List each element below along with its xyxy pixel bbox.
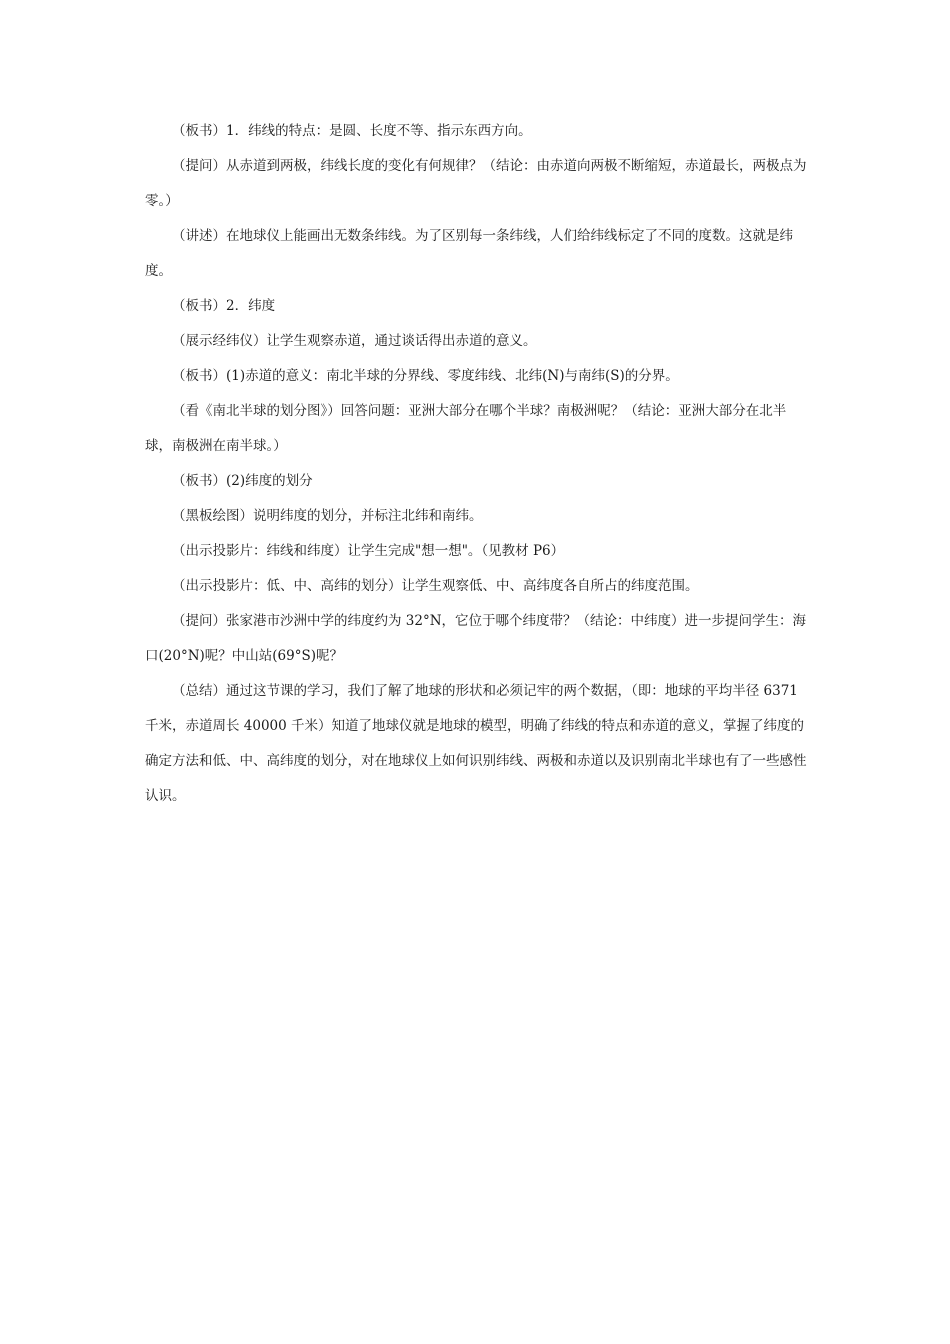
paragraph-board-equator: （板书）(1)赤道的意义：南北半球的分界线、零度纬线、北纬(N)与南纬(S)的分界。 [172, 368, 679, 384]
paragraph-narration: （讲述）在地球仪上能画出无数条纬线。为了区别每一条纬线，人们给纬线标定了不同的度数。这就是纬度。 [145, 228, 793, 279]
paragraph-board-latitude-division: （板书）(2)纬度的划分 [172, 473, 313, 489]
paragraph-slide-1: （出示投影片：纬线和纬度）让学生完成"想一想"。（见教材 P6） [172, 543, 565, 559]
paragraph-slide-2: （出示投影片：低、中、高纬的划分）让学生观察低、中、高纬度各自所占的纬度范围。 [172, 578, 699, 594]
document-body [145, 121, 810, 821]
paragraph-question-2: （提问）张家港市沙洲中学的纬度约为 32°N，它位于哪个纬度带？（结论：中纬度）进一步提问学生：海口(20°N)呢？中山站(69°S)呢？ [145, 613, 807, 664]
paragraph-board-2: （板书）2．纬度 [172, 298, 276, 314]
paragraph-summary: （总结）通过这节课的学习，我们了解了地球的形状和必须记牢的两个数据，（即：地球的平均半径 6371 千米，赤道周长 40000 千米）知道了地球仪就是地球的模型，明确了纬线的特点和赤道的意义，掌握了纬度的确定方法和低、中、高纬度的划分，对在地球仪上如何识别纬线、两极和赤道以及识别南北半球也有了一些感性认识。 [145, 683, 807, 804]
paragraph-board-1: （板书）1．纬线的特点：是圆、长度不等、指示东西方向。 [172, 123, 532, 139]
paragraph-map-question: （看《南北半球的划分图》）回答问题：亚洲大部分在哪个半球？南极洲呢？（结论：亚洲大部分在北半球，南极洲在南半球。） [145, 403, 787, 454]
paragraph-question-1: （提问）从赤道到两极，纬线长度的变化有何规律？（结论：由赤道向两极不断缩短，赤道最长，两极点为零。） [145, 158, 807, 209]
paragraph-demo: （展示经纬仪）让学生观察赤道，通过谈话得出赤道的意义。 [172, 333, 537, 349]
paragraph-blackboard-drawing: （黑板绘图）说明纬度的划分，并标注北纬和南纬。 [172, 508, 483, 524]
